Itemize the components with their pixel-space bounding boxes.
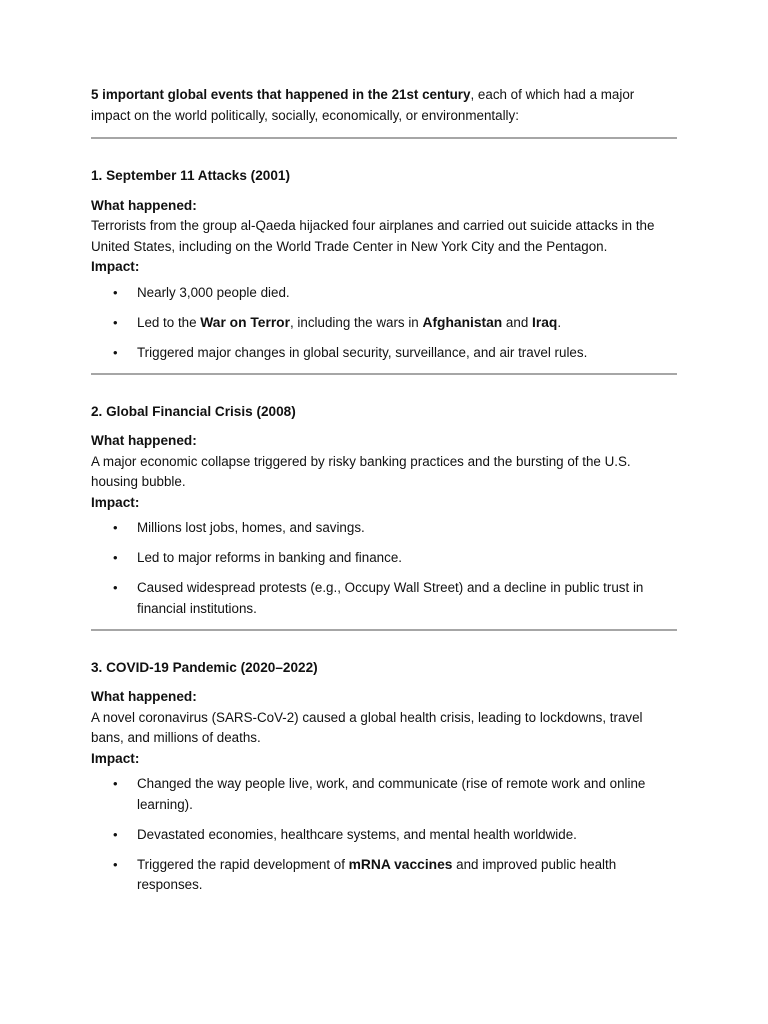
list-item-text: Triggered major changes in global security, surveillance, and air travel rules.: [137, 344, 588, 360]
what-happened-label: What happened:: [91, 689, 197, 704]
impact-list: [91, 283, 677, 364]
list-item-text: and: [502, 314, 532, 330]
what-happened-text: A major economic collapse triggered by risky banking practices and the bursting of the U.S. housing bubble.: [91, 453, 631, 489]
event-section: [91, 402, 677, 631]
list-item: [91, 313, 677, 334]
list-item: [91, 855, 677, 896]
bullet-icon: •: [113, 520, 118, 535]
list-item-text: , including the wars in: [289, 314, 423, 330]
list-item-text: and improved public health responses.: [137, 856, 617, 892]
bullet-icon: •: [113, 284, 118, 300]
event-title: 3. COVID-19 Pandemic (2020–2022): [91, 659, 318, 675]
what-happened-text: A novel coronavirus (SARS-CoV-2) caused a global health crisis, leading to lockdowns, travel bans, and millions of deaths.: [91, 709, 643, 745]
list-item-text: Triggered the rapid development of: [137, 856, 349, 872]
intro-rest-text: , each of which had a major impact on the world politically, socially, economically, or environmentally:: [91, 87, 635, 123]
list-item-text: Led to the: [137, 314, 201, 330]
impact-label: Impact:: [91, 259, 140, 274]
bullet-icon: •: [113, 776, 118, 791]
document-page: [91, 85, 677, 905]
list-item: [91, 774, 677, 815]
list-item: [91, 548, 677, 569]
what-happened-label: What happened:: [91, 433, 197, 448]
list-item-text: .: [557, 314, 562, 330]
list-item-text: Millions lost jobs, homes, and savings.: [137, 520, 365, 535]
what-happened-text: Terrorists from the group al-Qaeda hijacked four airplanes and carried out suicide attacks in the United States, including on the World Trade Center in New York City and the Pentagon.: [91, 218, 655, 254]
events-list: [91, 166, 677, 896]
list-item-text: Caused widespread protests (e.g., Occupy Wall Street) and a decline in public trust in financial institutions.: [137, 580, 644, 616]
bullet-icon: •: [113, 826, 118, 842]
impact-label: Impact:: [91, 494, 140, 510]
bullet-icon: •: [113, 314, 118, 330]
list-item-text: Nearly 3,000 people died.: [137, 284, 290, 300]
what-happened-label: What happened:: [91, 197, 197, 213]
intro-bold-text: 5 important global events that happened in the 21st century: [91, 87, 471, 102]
bullet-icon: •: [113, 344, 118, 360]
event-title: 2. Global Financial Crisis (2008): [91, 403, 296, 419]
bullet-icon: •: [113, 856, 118, 872]
event-title: 1. September 11 Attacks (2001): [91, 168, 290, 183]
list-item: [91, 283, 677, 304]
list-item: [91, 578, 677, 619]
bullet-icon: •: [113, 550, 118, 565]
emphasis-text: Iraq: [532, 314, 558, 330]
list-item-text: Changed the way people live, work, and communicate (rise of remote work and online learning).: [137, 776, 646, 812]
impact-list: [91, 518, 677, 619]
intro-paragraph: [91, 85, 677, 126]
impact-label: Impact:: [91, 750, 140, 766]
horizontal-rule: [91, 373, 677, 375]
emphasis-text: Afghanistan: [422, 314, 503, 330]
list-item-text: Led to major reforms in banking and finance.: [137, 550, 402, 565]
horizontal-rule: [91, 137, 677, 139]
list-item: [91, 518, 677, 539]
list-item-text: Devastated economies, healthcare systems, and mental health worldwide.: [137, 826, 577, 842]
emphasis-text: War on Terror: [200, 314, 290, 330]
list-item: [91, 825, 677, 846]
event-section: [91, 658, 677, 896]
horizontal-rule: [91, 629, 677, 631]
event-section: [91, 166, 677, 375]
list-item: [91, 343, 677, 364]
bullet-icon: •: [113, 580, 118, 595]
impact-list: [91, 774, 677, 896]
emphasis-text: mRNA vaccines: [348, 856, 453, 872]
